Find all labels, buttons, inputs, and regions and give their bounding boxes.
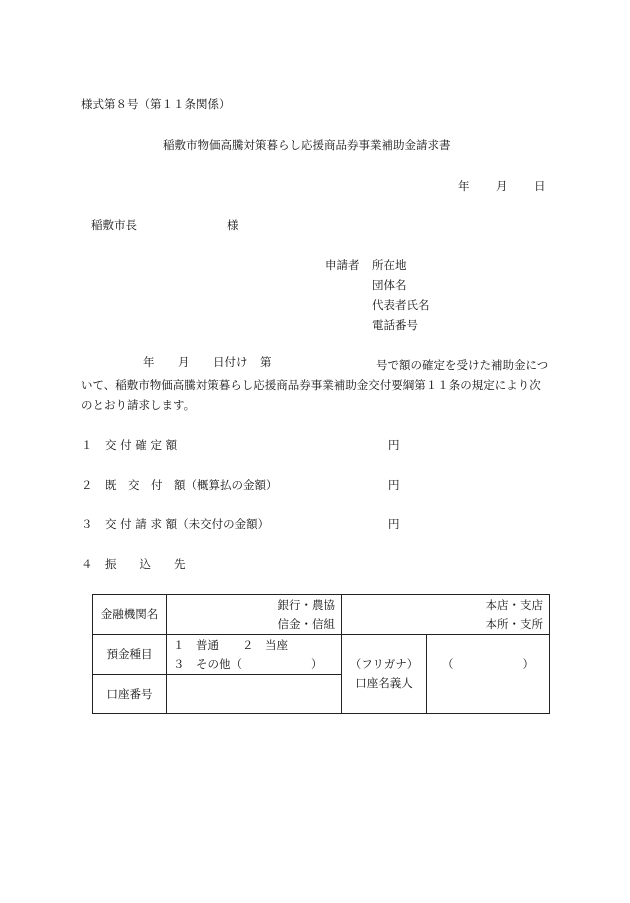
holder-label: 口座名義人 [355,676,413,690]
branch-line2: 本所・支所 [485,616,543,631]
item-label: 振 込 先 [105,557,186,571]
branch-line1: 本店・支店 [485,597,543,612]
item-unit: 円 [388,517,400,531]
bank-account-table [92,594,550,714]
holder-value-cell [427,635,550,714]
date-month: 月 [496,179,508,193]
deposit-label-cell: 預金種目 [93,635,167,675]
date-day: 日 [534,179,546,193]
form-number: 様式第８号（第１１条関係） [81,97,231,111]
deposit-line2: ３ その他（ ） [173,656,323,671]
body-paragraph [81,355,551,415]
deposit-line1: １ 普通 ２ 当座 [173,637,288,652]
item-number: １ [81,438,93,452]
addressee-honorific: 様 [227,218,239,232]
deposit-type-cell [167,635,342,675]
furigana-label: （フリガナ） [349,657,419,671]
item-number: ３ [81,517,93,531]
item-unit: 円 [388,438,400,452]
item-label: 既 交 付 額（概算払の金額） [105,478,278,492]
item-unit: 円 [388,478,400,492]
item-number: ４ [81,557,93,571]
account-number-label-cell: 口座番号 [93,675,167,714]
applicant-representative: 代表者氏名 [372,298,430,312]
body-text: 号で額の確定を受けた補助金について、稲敷市物価高騰対策暮らし応援商品券事業補助金交付要綱第１１条の規定により次のとおり請求します。 [81,358,549,412]
applicant-phone: 電話番号 [372,318,418,332]
furigana-value: （ ） [442,657,534,671]
body-year: 年 [143,355,155,369]
item-label: 交 付 請 求 額（未交付の金額） [105,517,270,531]
institution-label-cell: 金融機関名 [93,595,167,635]
branch-cell [342,595,550,635]
addressee-name: 稲敷市長 [91,218,137,232]
bank-type-cell [167,595,342,635]
table-row [93,635,550,675]
applicant-organization: 団体名 [372,278,407,292]
account-number-value-cell [167,675,342,714]
body-dai: 第 [260,355,272,369]
bank-types-line1: 銀行・農協 [277,597,335,612]
item-number: ２ [81,478,93,492]
body-dated: 日付け [213,355,248,369]
item-label: 交 付 確 定 額 [105,438,178,452]
holder-label-cell [342,635,427,714]
table-row [93,595,550,635]
body-month: 月 [178,355,190,369]
document-title: 稲敷市物価高騰対策暮らし応援商品券事業補助金請求書 [163,138,451,152]
applicant-label: 申請者 [325,258,360,272]
bank-types-line2: 信金・信組 [277,616,335,631]
applicant-address: 所在地 [372,258,407,272]
date-year: 年 [458,179,470,193]
